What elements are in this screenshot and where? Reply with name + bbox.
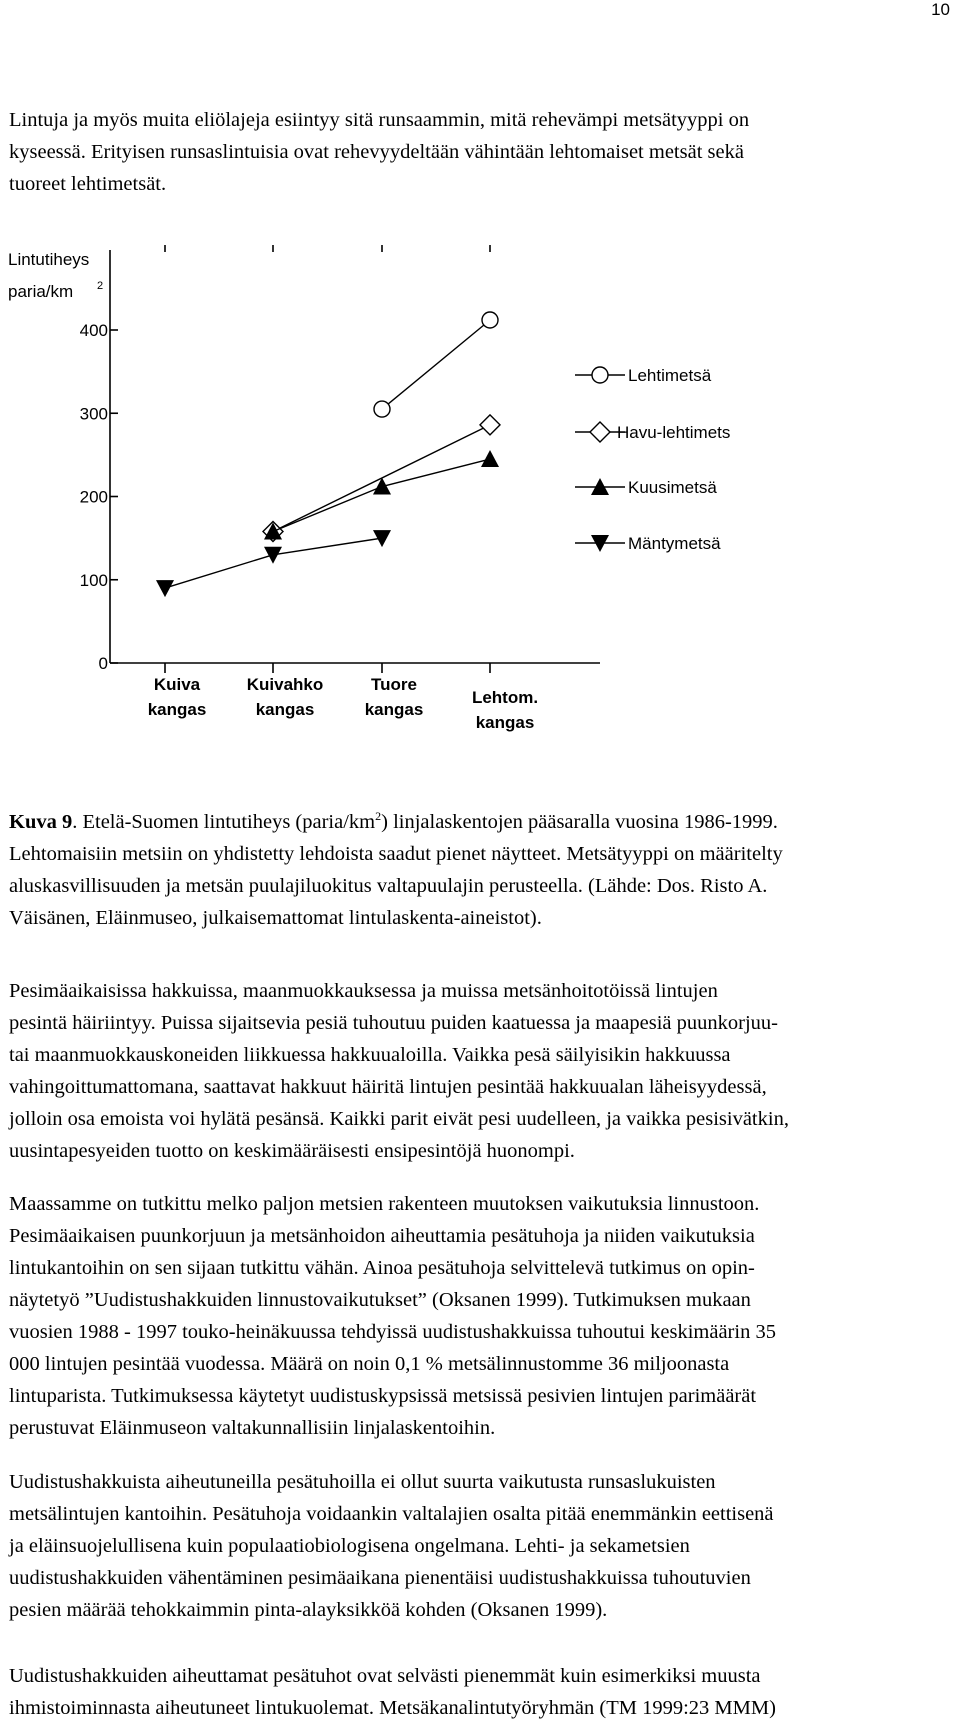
text-line: kyseessä. Erityisen runsaslintuisia ovat rehevyydeltään vähintään lehtomaiset metsät sekä <box>9 141 744 163</box>
series-lehtimetsä <box>374 312 498 417</box>
x-category-label: Tuore <box>371 675 417 694</box>
text-line: Pesimäaikaisissa hakkuissa, maanmuokkauksessa ja muissa metsänhoitotöissä lintujen <box>9 980 718 1002</box>
page-number: 10 <box>931 0 950 19</box>
text-line: Uudistushakkuista aiheutuneilla pesätuhoilla ei ollut suurta vaikutusta runsaslukuisten <box>9 1471 716 1493</box>
caption-superscript: 2 <box>375 809 382 823</box>
chart-labels <box>8 250 538 732</box>
caption-label: Kuva 9 <box>9 810 73 833</box>
data-point <box>373 478 391 495</box>
caption-line <box>9 800 941 838</box>
series-line <box>165 538 382 588</box>
y-axis-title: paria/km <box>8 282 74 301</box>
text-line: pesintä häiriintyy. Puissa sijaitsevia pesiä tuhoutuu puiden kaatuessa ja maapesiä puunkorjuu- <box>9 1012 778 1034</box>
chart-axes <box>110 245 600 673</box>
text-line: lintuparista. Tutkimuksessa käytetyt uudistuskypsissä metsissä pesivien lintujen parimäärät <box>9 1385 757 1407</box>
chart-legend <box>575 366 730 553</box>
series-line <box>382 320 490 409</box>
text-line: Maassamme on tutkittu melko paljon metsien rakenteen muutoksen vaikutuksia linnustoon. <box>9 1193 760 1215</box>
legend-marker <box>590 422 610 442</box>
text-line: ihmistoiminnasta aiheutuneet lintukuolemat. Metsäkanalintutyöryhmän (TM 1999:23 MMM) <box>9 1697 776 1719</box>
data-point <box>264 547 282 564</box>
series-kuusimetsä <box>264 450 499 539</box>
x-category-label: kangas <box>255 700 315 719</box>
series-havu-lehtimetsä <box>263 415 500 542</box>
text-line: Lintuja ja myös muita eliölajeja esiintyy sitä runsaammin, mitä rehevämpi metsätyyppi on <box>9 109 750 131</box>
legend-label: Mäntymetsä <box>628 534 721 553</box>
caption-text: . Etelä-Suomen lintutiheys (paria/km <box>72 810 376 833</box>
y-tick-label: 100 <box>79 570 108 590</box>
data-point <box>481 450 499 467</box>
data-point <box>480 415 500 435</box>
y-tick-label: 200 <box>79 487 108 507</box>
caption-line: aluskasvillisuuden ja metsän puulajiluokitus valtapuulajin perusteella. (Lähde: Dos. Risto A. <box>9 874 768 897</box>
x-category-label: kangas <box>364 700 424 719</box>
caption-text: ) linjalaskentojen pääsaralla vuosina 1986-1999. <box>381 810 778 833</box>
figure-caption <box>9 800 941 934</box>
bird-density-chart <box>0 245 960 805</box>
paragraph-comparison <box>9 1660 941 1724</box>
legend-label: Havu-lehtimets <box>617 423 731 442</box>
y-tick-label: 300 <box>79 404 108 424</box>
text-line: lintukantoihin on sen sijaan tutkittu vähän. Ainoa pesätuhoja selvittelevä tutkimus on opin- <box>9 1257 755 1279</box>
text-line: Uudistushakkuiden aiheuttamat pesätuhot ovat selvästi pienemmät kuin esimerkiksi muusta <box>9 1665 761 1687</box>
text-line: perustuvat Eläinmuseon valtakunnallisiin linjalaskentoihin. <box>9 1417 496 1439</box>
paragraph-research <box>9 1188 941 1444</box>
caption-line: Väisänen, Eläinmuseo, julkaisemattomat lintulaskenta-aineistot). <box>9 906 542 929</box>
data-point <box>156 580 174 597</box>
x-category-label: kangas <box>475 713 535 732</box>
y-axis-title: Lintutiheys <box>8 250 90 269</box>
caption-line: Lehtomaisiin metsiin on yhdistetty lehdoista saadut pienet näytteet. Metsätyyppi on määritelty <box>9 842 783 865</box>
text-line: vuosien 1988 - 1997 touko-heinäkuussa tehdyissä uudistushakkuissa tuhoutui keskimäärin 35 <box>9 1321 776 1343</box>
legend-label: Lehtimetsä <box>628 366 712 385</box>
text-line: 000 lintujen pesintää vuodessa. Määrä on noin 0,1 % metsälinnustomme 36 miljoonasta <box>9 1353 730 1375</box>
text-line: ja eläinsuojelullisena kuin populaatiobiologisena ongelmana. Lehti- ja sekametsien <box>9 1535 690 1557</box>
series-line <box>273 459 490 531</box>
legend-marker <box>592 367 608 383</box>
chart-series <box>156 312 500 597</box>
text-line: jolloin osa emoista voi hylätä pesänsä. Kaikki parit eivät pesi uudelleen, ja vaikka pesisivätkin, <box>9 1108 789 1130</box>
data-point <box>482 312 498 328</box>
y-tick-label: 400 <box>79 321 108 340</box>
text-line: uudistushakkuiden vähentäminen pesimäaikana pienentäisi uudistushakkuissa tuhoutuvien <box>9 1567 751 1589</box>
series-line <box>273 425 490 532</box>
text-line: näytetyö ”Uudistushakkuiden linnustovaikutukset” (Oksanen 1999). Tutkimuksen mukaan <box>9 1289 751 1311</box>
data-point <box>374 401 390 417</box>
text-line: metsälintujen kantoihin. Pesätuhoja voidaankin valtalajien osalta pitää enemmänkin eettisenä <box>9 1503 774 1525</box>
y-tick-label: 0 <box>98 654 108 673</box>
x-category-label: Lehtom. <box>471 688 539 707</box>
text-line: uusintapesyeiden tuotto on keskimääräisesti ensipesintöjä huonompi. <box>9 1140 575 1162</box>
paragraph-nest-disturbance <box>9 975 941 1167</box>
legend-label: Kuusimetsä <box>628 478 717 497</box>
paragraph-impact <box>9 1466 941 1626</box>
x-category-label: kangas <box>147 700 207 719</box>
y-axis-title-superscript: 2 <box>97 280 104 292</box>
x-category-label: Kuivahko <box>246 675 324 694</box>
text-line: Pesimäaikaisen puunkorjuun ja metsänhoidon aiheuttamia pesätuhoja ja niiden vaikutuksia <box>9 1225 755 1247</box>
text-line: pesien määrää tehokkaimmin pinta-alayksikköä kohden (Oksanen 1999). <box>9 1599 608 1621</box>
text-line: vahingoittumattomana, saattavat hakkuut häiritä lintujen pesintää hakkuualan läheisyydessä, <box>9 1076 767 1098</box>
x-category-label: Kuiva <box>153 675 201 694</box>
text-line: tuoreet lehtimetsät. <box>9 173 167 195</box>
intro-paragraph <box>9 104 941 200</box>
text-line: tai maanmuokkauskoneiden liikkuessa hakkuualoilla. Vaikka pesä säilyisikin hakkuussa <box>9 1044 731 1066</box>
